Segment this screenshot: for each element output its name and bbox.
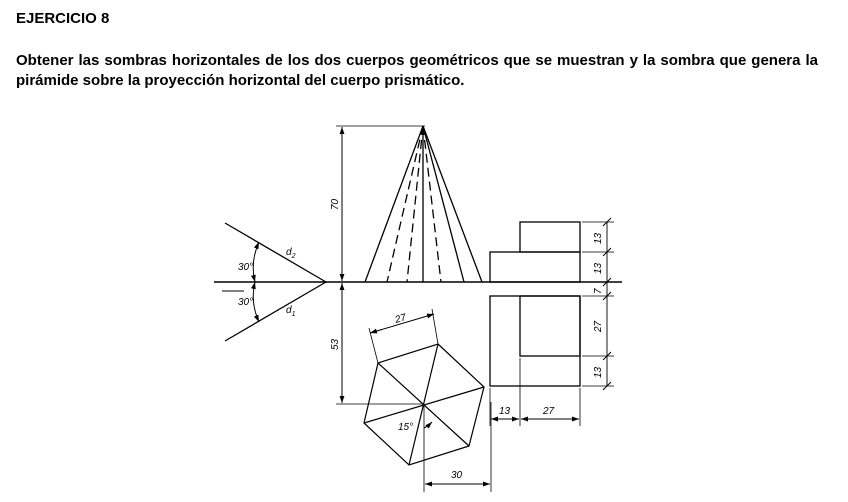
label-light-d1: $d_1$ xyxy=(286,305,296,318)
label-prism-dim-upper: 13 xyxy=(593,232,604,244)
light-direction-d2 xyxy=(225,223,326,282)
label-light-d2: $d_2$ xyxy=(286,247,296,260)
label-pyramid-depth: 53 xyxy=(330,338,341,350)
dim-hex-side-ext-a xyxy=(369,328,378,363)
label-hexagon-offset: 30 xyxy=(451,470,463,481)
prism-plan xyxy=(490,296,580,386)
label-prism-width-right: 27 xyxy=(543,406,555,417)
label-prism-dim-lower: 13 xyxy=(593,262,604,274)
dim-hex-side-ext-b xyxy=(432,309,438,344)
label-hexagon-side: 27 xyxy=(393,312,408,326)
label-hexagon-rotation: 15° xyxy=(398,422,414,433)
label-prism-width-left: 13 xyxy=(499,406,511,417)
label-angle-lower: 30° xyxy=(238,297,254,308)
angle-arc-lower xyxy=(253,282,259,322)
rotation-angle-arc xyxy=(424,422,432,428)
exercise-heading: EJERCICIO 8 xyxy=(16,10,110,27)
label-prism-bottom: 13 xyxy=(593,366,604,378)
exercise-statement: Obtener las sombras horizontales de los dos cuerpos geométricos que se muestran y la sombra que genera la pirámide sobre la proyección horizontal del cuerpo prismático. xyxy=(16,52,818,89)
label-prism-depth: 27 xyxy=(593,320,604,332)
label-prism-gap: 7 xyxy=(593,288,604,294)
prism-elevation xyxy=(490,222,580,282)
pyramid-elevation xyxy=(365,126,482,282)
label-angle-upper: 30° xyxy=(238,262,254,273)
label-pyramid-height: 70 xyxy=(330,198,341,210)
angle-arc-upper xyxy=(253,242,259,282)
